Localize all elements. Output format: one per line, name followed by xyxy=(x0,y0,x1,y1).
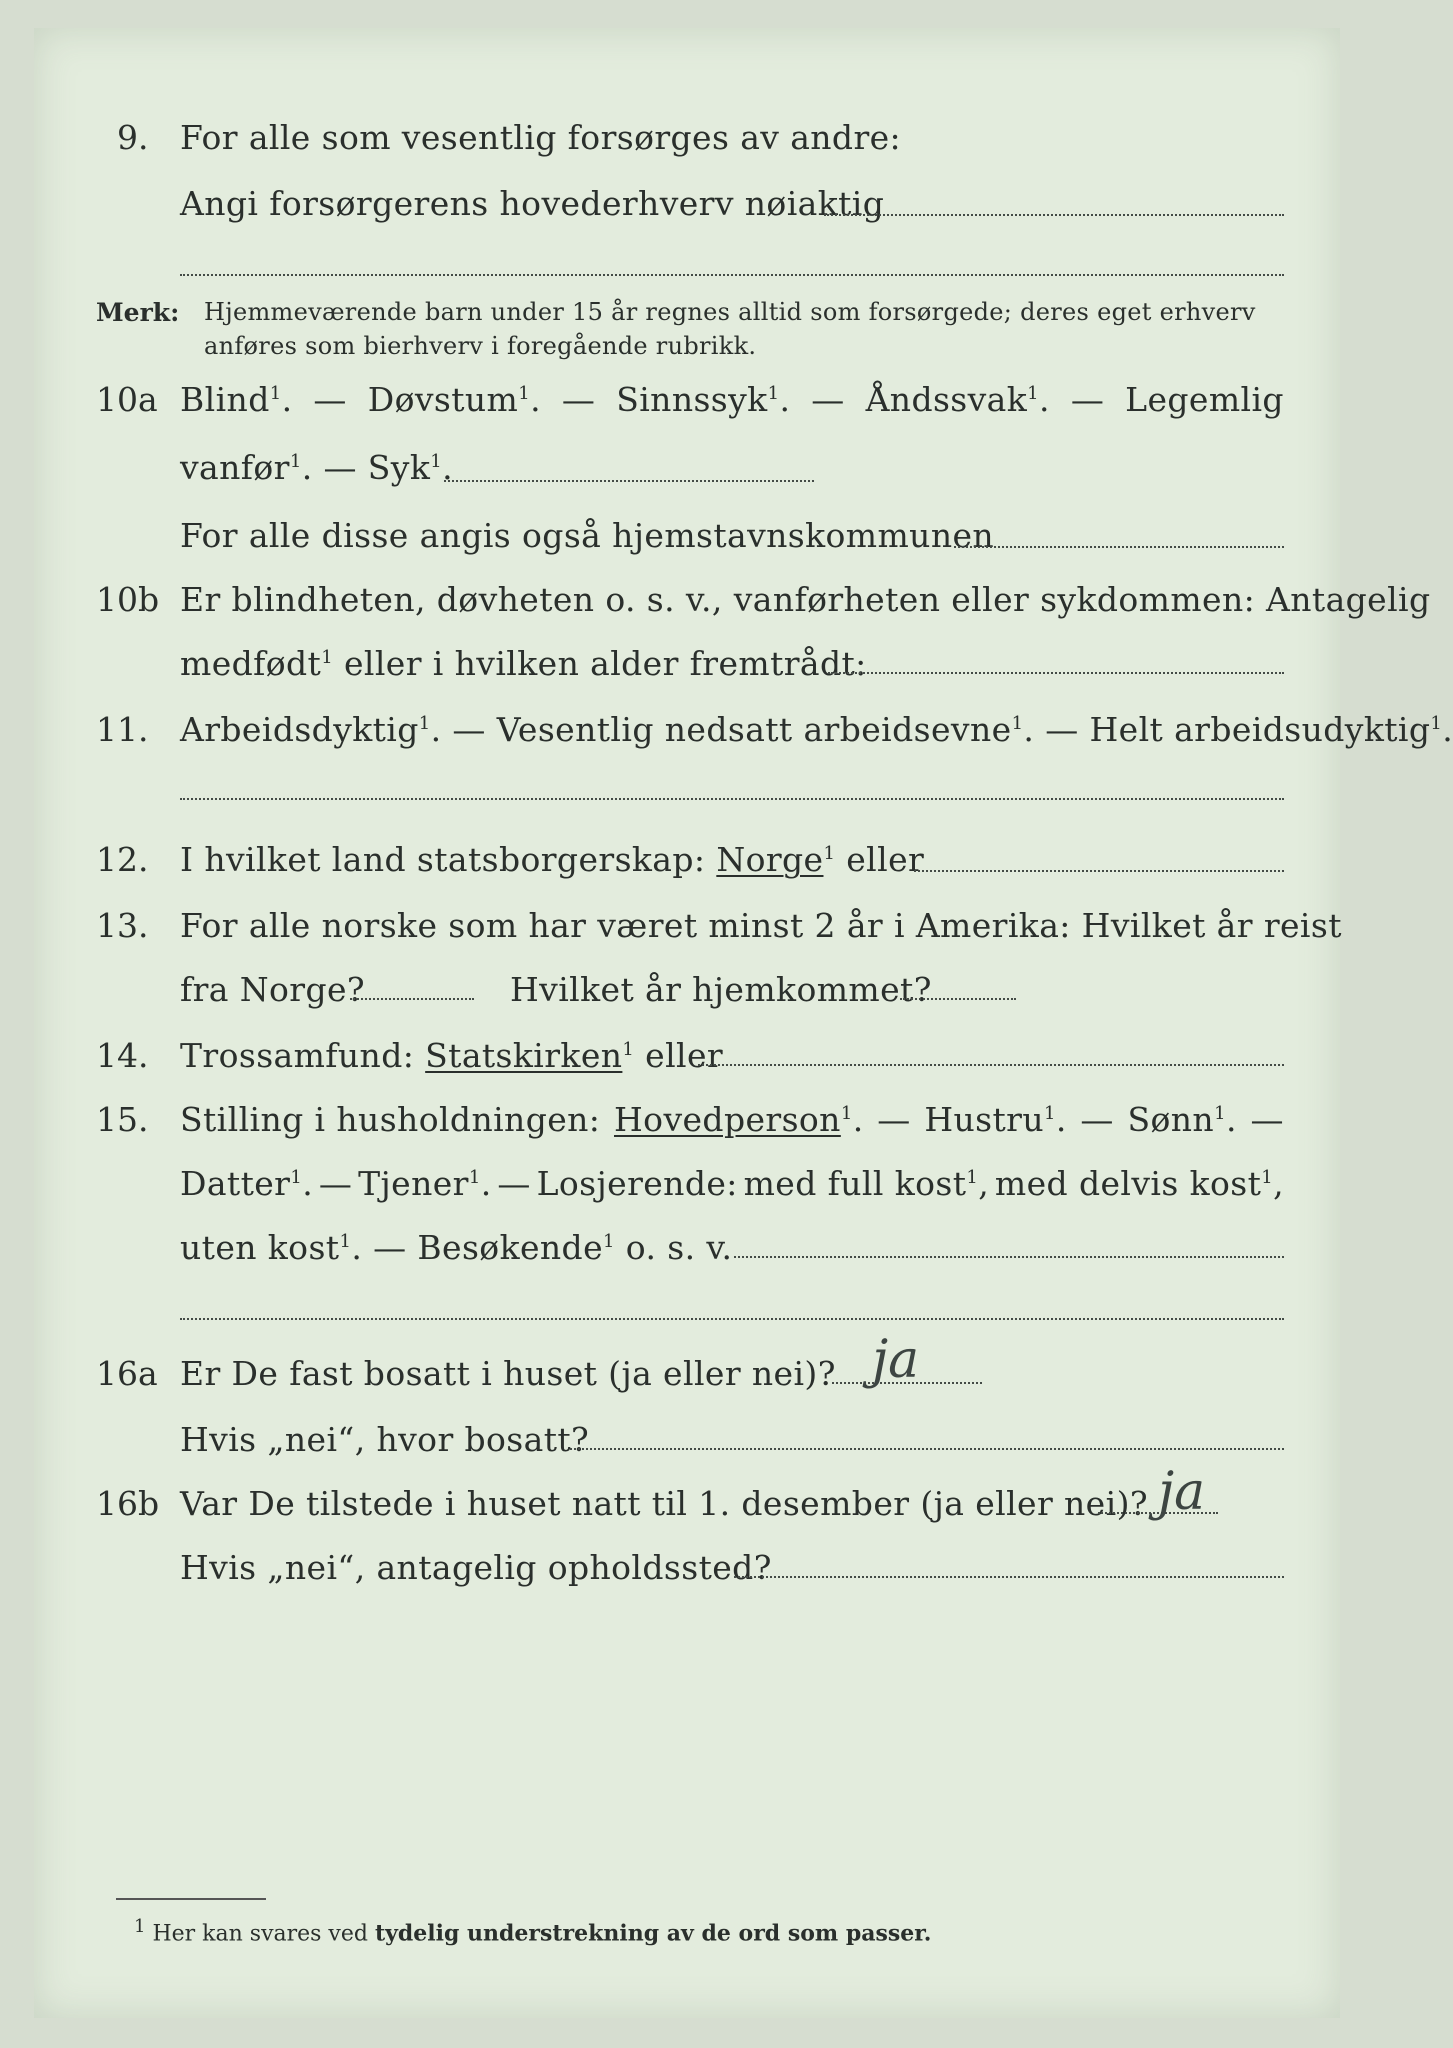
q11-number: 11. xyxy=(96,710,149,749)
q13-number: 13. xyxy=(96,906,149,945)
q15-line1: Stilling i husholdningen: Hovedperson$^1$. — Hustru$^1$. — Sønn$^1$. — xyxy=(180,1100,1284,1139)
q14-answer-line[interactable] xyxy=(698,1064,1284,1066)
q10a-sinnssyk: Sinnssyk$^1$. xyxy=(616,380,791,419)
q10a-legemlig: Legemlig xyxy=(1125,380,1284,419)
q10a-dash-1: — xyxy=(313,380,347,419)
footnote-mark: 1 xyxy=(134,1916,146,1937)
q12-text: I hvilket land statsborgerskap: xyxy=(180,840,706,879)
q15-hovedperson: Hovedperson$^1$. xyxy=(614,1100,864,1139)
q16b-handwritten-answer: ja xyxy=(1158,1462,1206,1522)
q9-answer-line[interactable] xyxy=(824,214,1284,216)
q10a-hjemstavn-line[interactable] xyxy=(954,546,1284,548)
q11-answer-line[interactable] xyxy=(180,798,1284,800)
q16a-handwritten-answer: ja xyxy=(872,1330,920,1390)
q10a-line2 xyxy=(180,448,453,487)
q10b-line1: Er blindheten, døvheten o. s. v., vanførheten eller sykdommen: Antagelig xyxy=(180,580,1431,619)
q10a-syk: Syk$^1$. xyxy=(367,448,453,487)
merk-line1: Hjemmeværende barn under 15 år regnes alltid som forsørgede; deres eget erhverv xyxy=(204,298,1256,326)
census-form-page xyxy=(34,28,1453,2018)
footnote-rule xyxy=(116,1898,266,1900)
q10a-dash-4: — xyxy=(1070,380,1105,419)
q15-tjener: Tjener$^1$. xyxy=(358,1164,492,1203)
q11-nedsatt: Vesentlig nedsatt arbeidsevne xyxy=(496,710,1012,749)
q10a-dash-2: — xyxy=(561,380,596,419)
q12-line: I hvilket land statsborgerskap: Norge$^1$ eller xyxy=(180,840,925,879)
q15-datter: Datter$^1$. xyxy=(180,1164,314,1203)
q15-full-kost: med full kost$^1$, xyxy=(743,1164,990,1203)
q10a-vanfor: vanfør$^1$. xyxy=(180,448,313,487)
q16a-number: 16a xyxy=(96,1354,158,1393)
q10a-dash-3: — xyxy=(811,380,845,419)
q15-besokende: Besøkende$^1$ xyxy=(417,1228,615,1267)
q16a-nei: Hvis „nei“, hvor bosatt? xyxy=(180,1420,590,1459)
q16b-question: Var De tilstede i huset natt til 1. desember (ja eller nei)? xyxy=(180,1484,1148,1523)
q9-line1: For alle som vesentlig forsørges av andre: xyxy=(180,118,902,157)
merk-label: Merk: xyxy=(96,298,180,327)
q15-hustru: Hustru$^1$. xyxy=(924,1100,1067,1139)
footnote-plain: Her kan svares ved xyxy=(152,1921,368,1947)
q11-line: Arbeidsdyktig$^1$. — Vesentlig nedsatt arbeidsevne$^1$. — Helt arbeidsudyktig$^1$. xyxy=(180,710,1453,749)
q12-answer-line[interactable] xyxy=(914,870,1284,872)
footnote-bold: tydelig understrekning av de ord som passer. xyxy=(374,1920,932,1947)
q11-arbeidsdyktig: Arbeidsdyktig xyxy=(180,710,419,749)
q15-answer-line[interactable] xyxy=(734,1256,1284,1258)
q10a-andssvak: Åndssvak$^1$. xyxy=(865,380,1050,419)
q9-answer-line-2[interactable] xyxy=(180,274,1284,276)
q15-losjerende: Losjerende: xyxy=(536,1164,738,1203)
q15-osv: o. s. v. xyxy=(625,1228,733,1267)
q14-line: Trossamfund: Statskirken$^1$ eller xyxy=(180,1036,724,1075)
q13-hjemkommet: Hvilket år hjemkommet? xyxy=(510,970,932,1009)
q14-number: 14. xyxy=(96,1036,149,1075)
q11-udyktig: Helt arbeidsudyktig xyxy=(1089,710,1431,749)
q10a-answer-line[interactable] xyxy=(444,480,814,482)
q15-sonn: Sønn$^1$. xyxy=(1127,1100,1237,1139)
q9-line2: Angi forsørgerens hovederhverv nøiaktig xyxy=(180,184,885,223)
q15-line3: uten kost$^1$. — Besøkende$^1$ o. s. v. xyxy=(180,1228,733,1267)
q13-hjemkommet-line[interactable] xyxy=(900,998,1016,1000)
q12-number: 12. xyxy=(96,840,149,879)
q10b-answer-line[interactable] xyxy=(828,672,1284,674)
q10a-line1 xyxy=(180,380,1284,419)
q15-line2: Datter$^1$. — Tjener$^1$. — Losjerende: med full kost$^1$, med delvis kost$^1$, xyxy=(180,1164,1284,1203)
q15-stilling: Stilling i husholdningen: xyxy=(180,1100,601,1139)
merk-line2: anføres som bierhverv i foregående rubrikk. xyxy=(204,332,757,360)
q14-statskirken-underlined: Statskirken xyxy=(425,1036,623,1075)
q10b-number: 10b xyxy=(96,580,160,619)
q16a-question: Er De fast bosatt i huset (ja eller nei)? xyxy=(180,1354,836,1393)
q9-number: 9. xyxy=(117,118,149,157)
q10a-dash-5: — xyxy=(323,448,357,487)
q16a-bosatt-line[interactable] xyxy=(570,1448,1284,1450)
q10b-medfodt: medfødt xyxy=(180,644,322,683)
q10b-line2: medfødt$^1$ eller i hvilken alder fremtrådt: xyxy=(180,644,867,683)
q13-reist-line[interactable] xyxy=(350,998,474,1000)
q15-uten-kost: uten kost$^1$. xyxy=(180,1228,363,1267)
q14-eller: eller xyxy=(645,1036,724,1075)
q10a-dovstum: Døvstum$^1$. xyxy=(367,380,541,419)
q10b-line2-rest: eller i hvilken alder fremtrådt: xyxy=(343,644,867,683)
q15-number: 15. xyxy=(96,1100,149,1139)
q13-line1: For alle norske som har været minst 2 år i Amerika: Hvilket år reist xyxy=(180,906,1342,945)
q14-text: Trossamfund: xyxy=(180,1036,415,1075)
q10a-blind: Blind$^1$. xyxy=(180,380,293,419)
q12-eller: eller xyxy=(846,840,925,879)
q16b-number: 16b xyxy=(96,1484,160,1523)
q16b-nei: Hvis „nei“, antagelig opholdssted? xyxy=(180,1548,772,1587)
q10a-number: 10a xyxy=(96,380,158,419)
q16b-opholdssted-line[interactable] xyxy=(734,1576,1284,1578)
q15-delvis-kost: med delvis kost$^1$, xyxy=(994,1164,1284,1203)
q10a-line3: For alle disse angis også hjemstavnskommunen xyxy=(180,516,995,555)
q13-fra-norge: fra Norge? xyxy=(180,970,366,1009)
q12-norge-underlined: Norge xyxy=(716,840,824,879)
footnote xyxy=(134,1916,931,1946)
q15-answer-line-2[interactable] xyxy=(180,1318,1284,1320)
